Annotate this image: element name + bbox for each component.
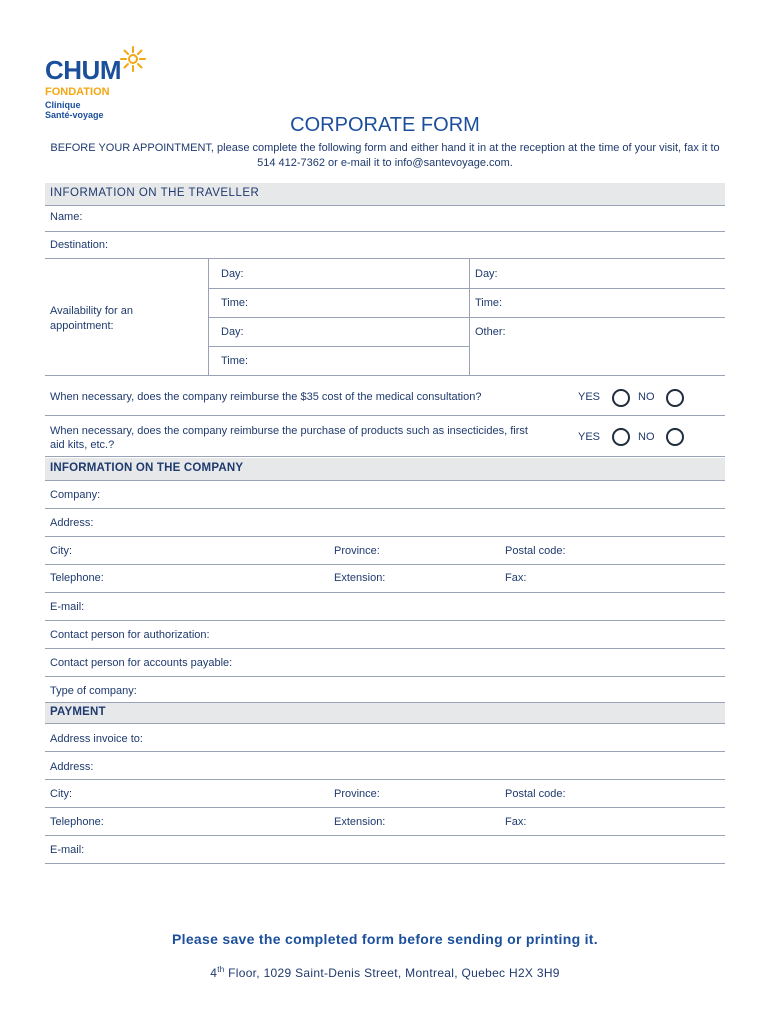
q1-yes-label: YES — [578, 391, 601, 403]
name-row[interactable] — [45, 206, 725, 232]
q2-no-label: NO — [638, 431, 655, 443]
company-row[interactable] — [45, 481, 725, 509]
section-company — [45, 458, 725, 481]
q1-no-radio[interactable] — [666, 389, 684, 407]
payment-address-row[interactable] — [45, 752, 725, 780]
contact-auth-row[interactable] — [45, 621, 725, 649]
payment-city-label: City: — [50, 788, 72, 800]
slot-time-1[interactable]: Time: — [221, 297, 249, 309]
contact-ap-label: Contact person for accounts payable: — [50, 657, 233, 669]
invoice-label: Address invoice to: — [50, 733, 143, 745]
footer-address — [0, 965, 770, 980]
availability-label: Availability for an appointment: — [50, 305, 133, 332]
q1-yes-radio[interactable] — [612, 389, 630, 407]
payment-fax-label: Fax: — [505, 816, 527, 828]
company-telephone-row[interactable] — [45, 565, 725, 593]
slot-day-1[interactable]: Day: — [221, 268, 244, 280]
slot-other[interactable]: Other: — [475, 326, 506, 338]
slot-day-2[interactable]: Day: — [475, 268, 498, 280]
payment-province-label: Province: — [334, 788, 380, 800]
contact-ap-row[interactable] — [45, 649, 725, 677]
logo-fondation: FONDATION — [45, 86, 110, 98]
q2-yes-label: YES — [578, 431, 601, 443]
sun-icon — [119, 45, 147, 73]
payment-postal-label: Postal code: — [505, 788, 566, 800]
payment-city-row[interactable] — [45, 780, 725, 808]
logo-sante-voyage: Santé-voyage — [45, 110, 104, 120]
q2-yes-radio[interactable] — [612, 428, 630, 446]
availability-grid — [45, 259, 725, 376]
company-telephone-label: Telephone: — [50, 572, 104, 584]
company-city-label: City: — [50, 545, 72, 557]
company-type-label: Type of company: — [50, 685, 137, 697]
company-fax-label: Fax: — [505, 572, 527, 584]
slot-time-3[interactable]: Time: — [221, 355, 249, 367]
payment-address-label: Address: — [50, 761, 94, 773]
company-email-row[interactable] — [45, 593, 725, 621]
address-floor-suffix: th — [217, 965, 225, 974]
form-title: CORPORATE FORM — [290, 114, 480, 136]
slot-day-3[interactable]: Day: — [221, 326, 244, 338]
company-email-label: E-mail: — [50, 601, 85, 613]
company-extension-label: Extension: — [334, 572, 386, 584]
question-products-row — [45, 416, 725, 457]
q1-no-label: NO — [638, 391, 655, 403]
section-traveller-heading: INFORMATION ON THE TRAVELLER — [50, 187, 260, 199]
section-traveller — [45, 183, 725, 206]
section-payment-heading: PAYMENT — [50, 706, 106, 718]
payment-telephone-label: Telephone: — [50, 816, 104, 828]
company-province-label: Province: — [334, 545, 380, 557]
logo-clinique: Clinique — [45, 100, 81, 110]
company-type-row[interactable] — [45, 677, 725, 703]
intro-text: BEFORE YOUR APPOINTMENT, please complete the following form and either hand it in at the reception at the time of your visit, fax it to 514 412-7362 or e-mail it to info@santevoyage.com. — [50, 142, 720, 169]
payment-extension-label: Extension: — [334, 816, 386, 828]
slot-time-2[interactable]: Time: — [475, 297, 503, 309]
destination-row[interactable] — [45, 232, 725, 259]
destination-label: Destination: — [50, 239, 109, 251]
question-consultation: When necessary, does the company reimburse the $35 cost of the medical consultation? — [50, 391, 482, 403]
contact-auth-label: Contact person for authorization: — [50, 629, 210, 641]
section-payment — [45, 703, 725, 724]
q2-no-radio[interactable] — [666, 428, 684, 446]
address-floor-number: 4 — [210, 966, 218, 980]
payment-email-row[interactable] — [45, 836, 725, 864]
company-city-row[interactable] — [45, 537, 725, 565]
invoice-row[interactable] — [45, 724, 725, 752]
payment-telephone-row[interactable] — [45, 808, 725, 836]
logo-brand: CHUM — [45, 55, 121, 85]
payment-email-label: E-mail: — [50, 844, 85, 856]
name-label: Name: — [50, 211, 83, 223]
question-products: When necessary, does the company reimburse the purchase of products such as insecticides, first aid kits, etc.? — [50, 425, 528, 451]
logo — [45, 45, 155, 125]
company-address-label: Address: — [50, 517, 94, 529]
section-company-heading: INFORMATION ON THE COMPANY — [50, 462, 244, 474]
question-consultation-row — [45, 377, 725, 416]
company-address-row[interactable] — [45, 509, 725, 537]
save-note: Please save the completed form before sending or printing it. — [172, 931, 598, 947]
company-label: Company: — [50, 489, 101, 501]
company-postal-label: Postal code: — [505, 545, 566, 557]
address-street: Floor, 1029 Saint-Denis Street, Montreal, Quebec H2X 3H9 — [224, 966, 560, 980]
